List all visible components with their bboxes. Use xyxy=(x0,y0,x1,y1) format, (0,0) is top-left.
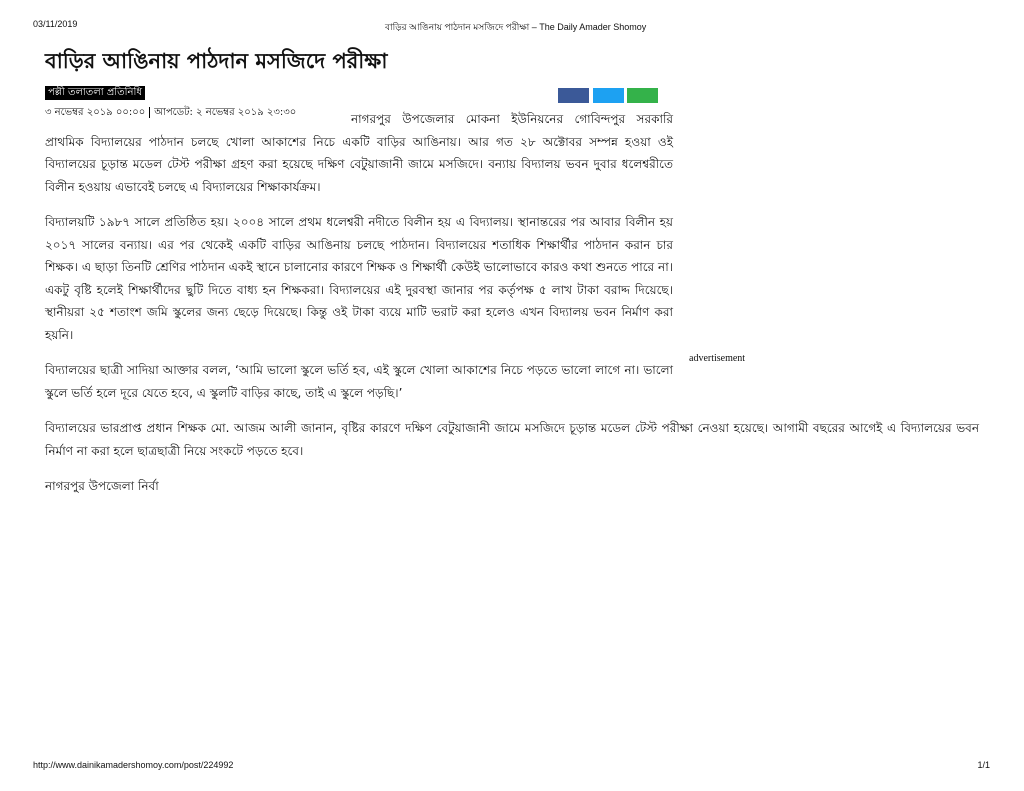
updated-time: আপডেট: ২ নভেম্বর ২০১৯ ২৩:৩০ xyxy=(154,107,297,118)
advertisement-label: advertisement xyxy=(689,353,746,364)
print-page-title: বাড়ির আঙিনায় পাঠদান মসজিদে পরীক্ষা – The Daily Amader Shomoy xyxy=(385,22,647,32)
article-paragraph: বিদ্যালয়ের ছাত্রী সাদিয়া আক্তার বলল, ‘আমি ভালো স্কুলে ভর্তি হব, এই স্কুলে খোলা আকাশের নিচে পড়তে ভালো লাগে না। ভালো স্কুলে ভর্তি হলে দূরে যেতে হবে, এ স্কুলটি বাড়ির কাছে, তাই এ স্কুলে পড়ছি।’ xyxy=(45,363,673,400)
print-footer-url: http://www.dainikamadershomoy.com/post/224992 xyxy=(33,760,234,770)
article-signoff: নাগরপুর উপজেলা নির্বা xyxy=(45,479,159,493)
published-time: ৩ নভেম্বর ২০১৯ ০০:০০ xyxy=(45,107,146,118)
article-paragraph: বিদ্যালয়টি ১৯৮৭ সালে প্রতিষ্ঠিত হয়। ২০০৪ সালে প্রথম ধলেশ্বরী নদীতে বিলীন হয় এ বিদ্যালয়। স্থানান্তরের পর আবার বিলীন হয় ২০১৭ সালের বন্যায়। এর পর থেকেই একটি বাড়ির আঙিনায় চলছে পাঠদান। বিদ্যালয়ের শতাধিক শিক্ষার্থীর পাঠদান করান চার শিক্ষক। এ ছাড়া তিনটি শ্রেণির পাঠদান একই স্থানে চালানোর কারণে শিক্ষক ও শিক্ষার্থী কেউই ভালোভাবে কারও কথা শুনতে পারে না। একটু বৃষ্টি হলেই শিক্ষার্থীদের ছুটি দিতে বাধ্য হন শিক্ষকরা। বিদ্যালয়ের এই দুরবস্থা জানার পর কর্তৃপক্ষ ৫ লাখ টাকা বরাদ্দ দিয়েছে। স্থানীয়রা ২৫ শতাংশ জমি স্কুলের জন্য ছেড়ে দিয়েছে। কিন্তু ওই টাকা ব্যয়ে মাটি ভরাট করা হলেও এখন বিদ্যালয় ভবন নির্মাণ করা হয়নি। xyxy=(45,215,673,342)
article-headline: বাড়ির আঙিনায় পাঠদান মসজিদে পরীক্ষা xyxy=(45,49,388,73)
twitter-share-button[interactable] xyxy=(593,88,624,103)
print-date: 03/11/2019 xyxy=(33,19,78,29)
article-paragraph: নাগরপুর উপজেলার মোকনা ইউনিয়নের গোবিন্দপুর সরকারি প্রাথমিক বিদ্যালয়ের পাঠদান চলছে খোলা আকাশের নিচে একটি বাড়ির আঙিনায়। আর গত ২৮ অক্টোবর সম্পন্ন হওয়া ওই বিদ্যালয়ের চূড়ান্ত মডেল টেস্ট পরীক্ষা গ্রহণ করা হয়েছে দক্ষিণ বেটুয়াজানী জামে মসজিদে। বন্যায় বিদ্যালয় ভবন দুবার ধলেশ্বরীতে বিলীন হওয়ায় এভাবেই চলছে এ বিদ্যালয়ের শিক্ষাকার্যক্রম। xyxy=(45,112,673,194)
article-paragraph: বিদ্যালয়ের ভারপ্রাপ্ত প্রধান শিক্ষক মো. আজম আলী জানান, বৃষ্টির কারণে দক্ষিণ বেটুয়াজানী জামে মসজিদে চূড়ান্ত মডেল টেস্ট পরীক্ষা নেওয়া হয়েছে। আগামী বছরের আগেই এ বিদ্যালয়ের ভবন নির্মাণ না করা হলে ছাত্রছাত্রী নিয়ে সংকটে পড়তে হবে। xyxy=(45,421,979,458)
facebook-share-button[interactable] xyxy=(558,88,589,103)
print-page-number: 1/1 xyxy=(977,760,990,770)
share-button[interactable] xyxy=(627,88,658,103)
author-label[interactable]: পল্লী তলাতলা প্রতিনিধি xyxy=(45,86,145,100)
